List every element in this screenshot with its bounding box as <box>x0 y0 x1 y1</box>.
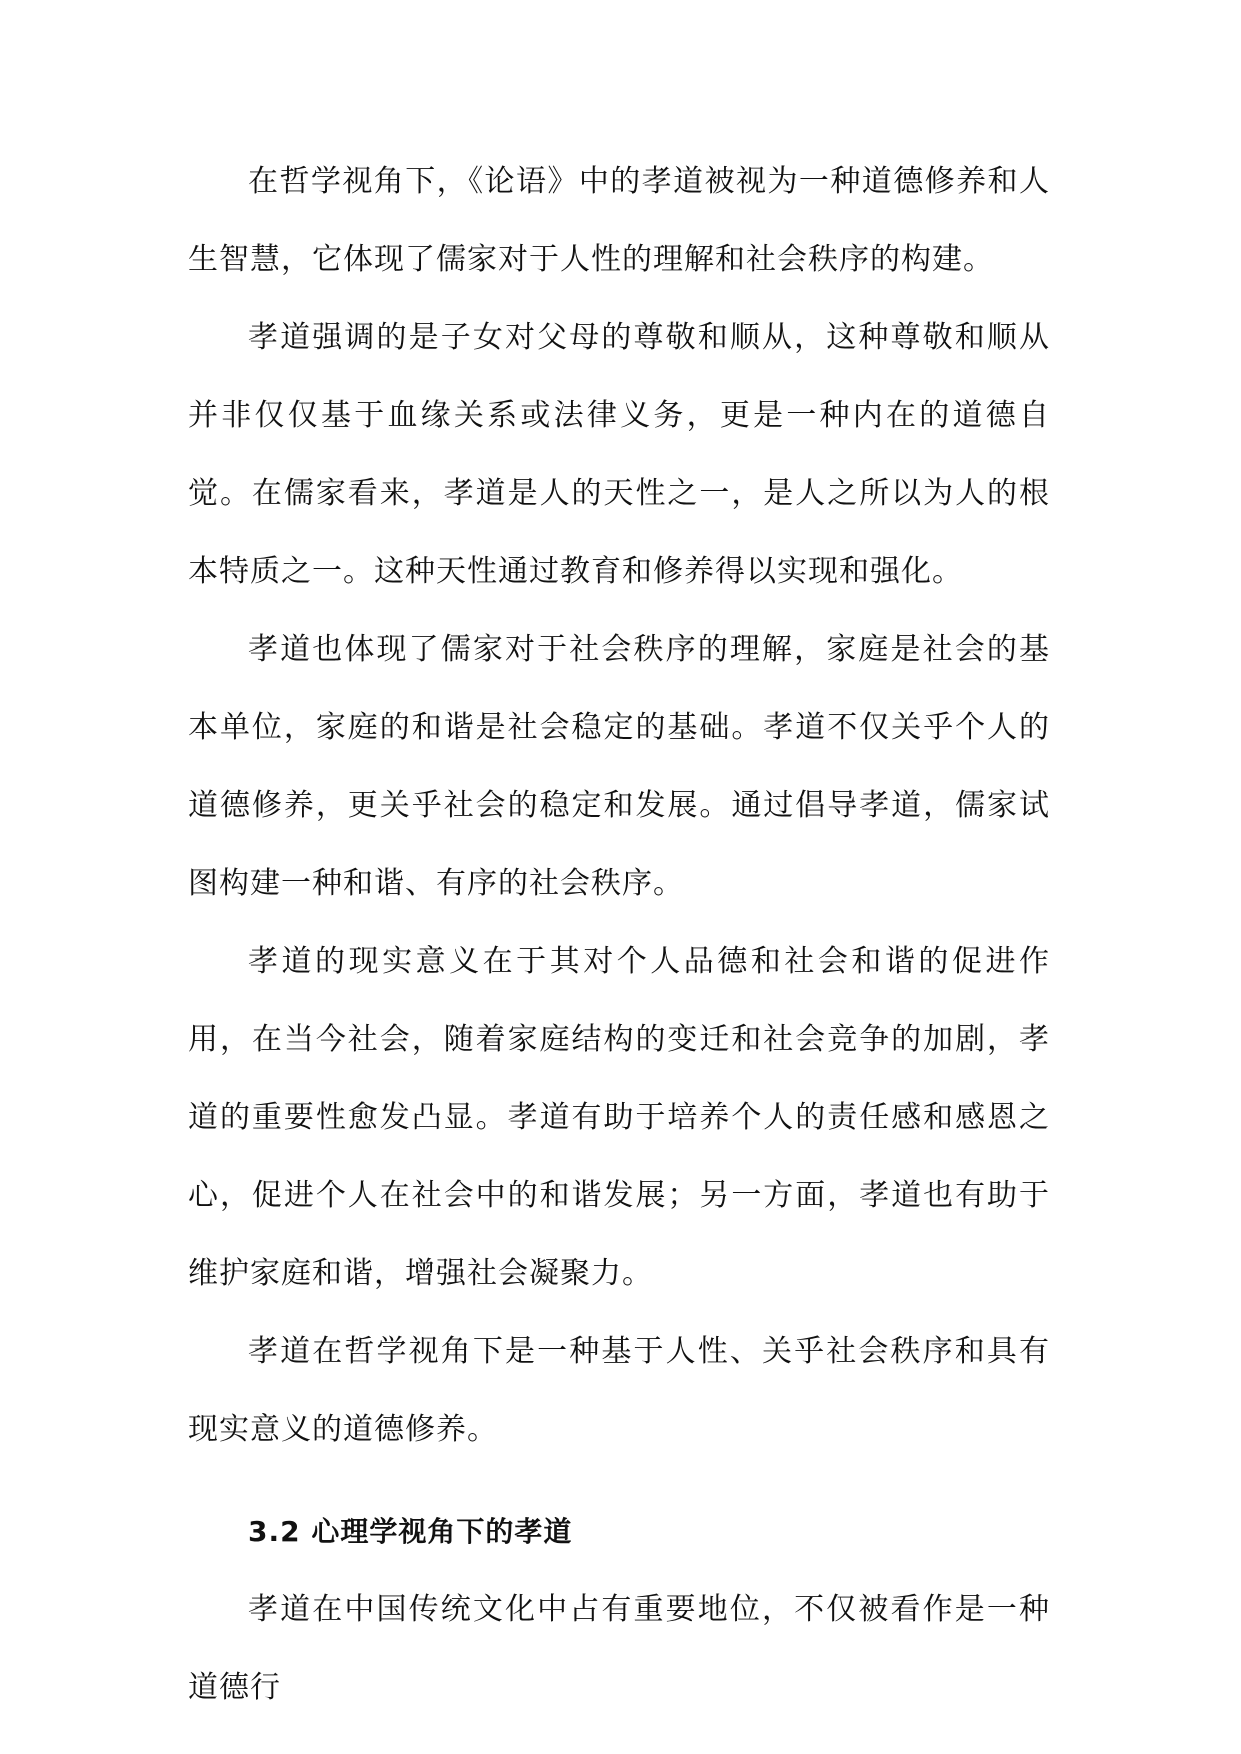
paragraph-philosophy-intro: 在哲学视角下，《论语》中的孝道被视为一种道德修养和人生智慧，它体现了儒家对于人性的理解和社会秩序的构建。 <box>188 164 1050 277</box>
document-body <box>188 143 1050 1727</box>
section-heading: 3.2 心理学视角下的孝道 <box>248 1515 573 1548</box>
paragraph-summary: 孝道在哲学视角下是一种基于人性、关乎社会秩序和具有现实意义的道德修养。 <box>188 1334 1050 1447</box>
paragraph-filial-respect: 孝道强调的是子女对父母的尊敬和顺从，这种尊敬和顺从并非仅仅基于血缘关系或法律义务，更是一种内在的道德自觉。在儒家看来，孝道是人的天性之一，是人之所以为人的根本特质之一。这种天性通过教育和修养得以实现和强化。 <box>188 320 1050 589</box>
paragraph-social-order: 孝道也体现了儒家对于社会秩序的理解，家庭是社会的基本单位，家庭的和谐是社会稳定的基础。孝道不仅关乎个人的道德修养，更关乎社会的稳定和发展。通过倡导孝道，儒家试图构建一种和谐、有序的社会秩序。 <box>188 632 1050 901</box>
paragraph-psychology-intro: 孝道在中国传统文化中占有重要地位，不仅被看作是一种道德行 <box>188 1592 1050 1705</box>
paragraph-practical-significance: 孝道的现实意义在于其对个人品德和社会和谐的促进作用，在当今社会，随着家庭结构的变迁和社会竞争的加剧，孝道的重要性愈发凸显。孝道有助于培养个人的责任感和感恩之心，促进个人在社会中的和谐发展；另一方面，孝道也有助于维护家庭和谐，增强社会凝聚力。 <box>188 944 1050 1291</box>
